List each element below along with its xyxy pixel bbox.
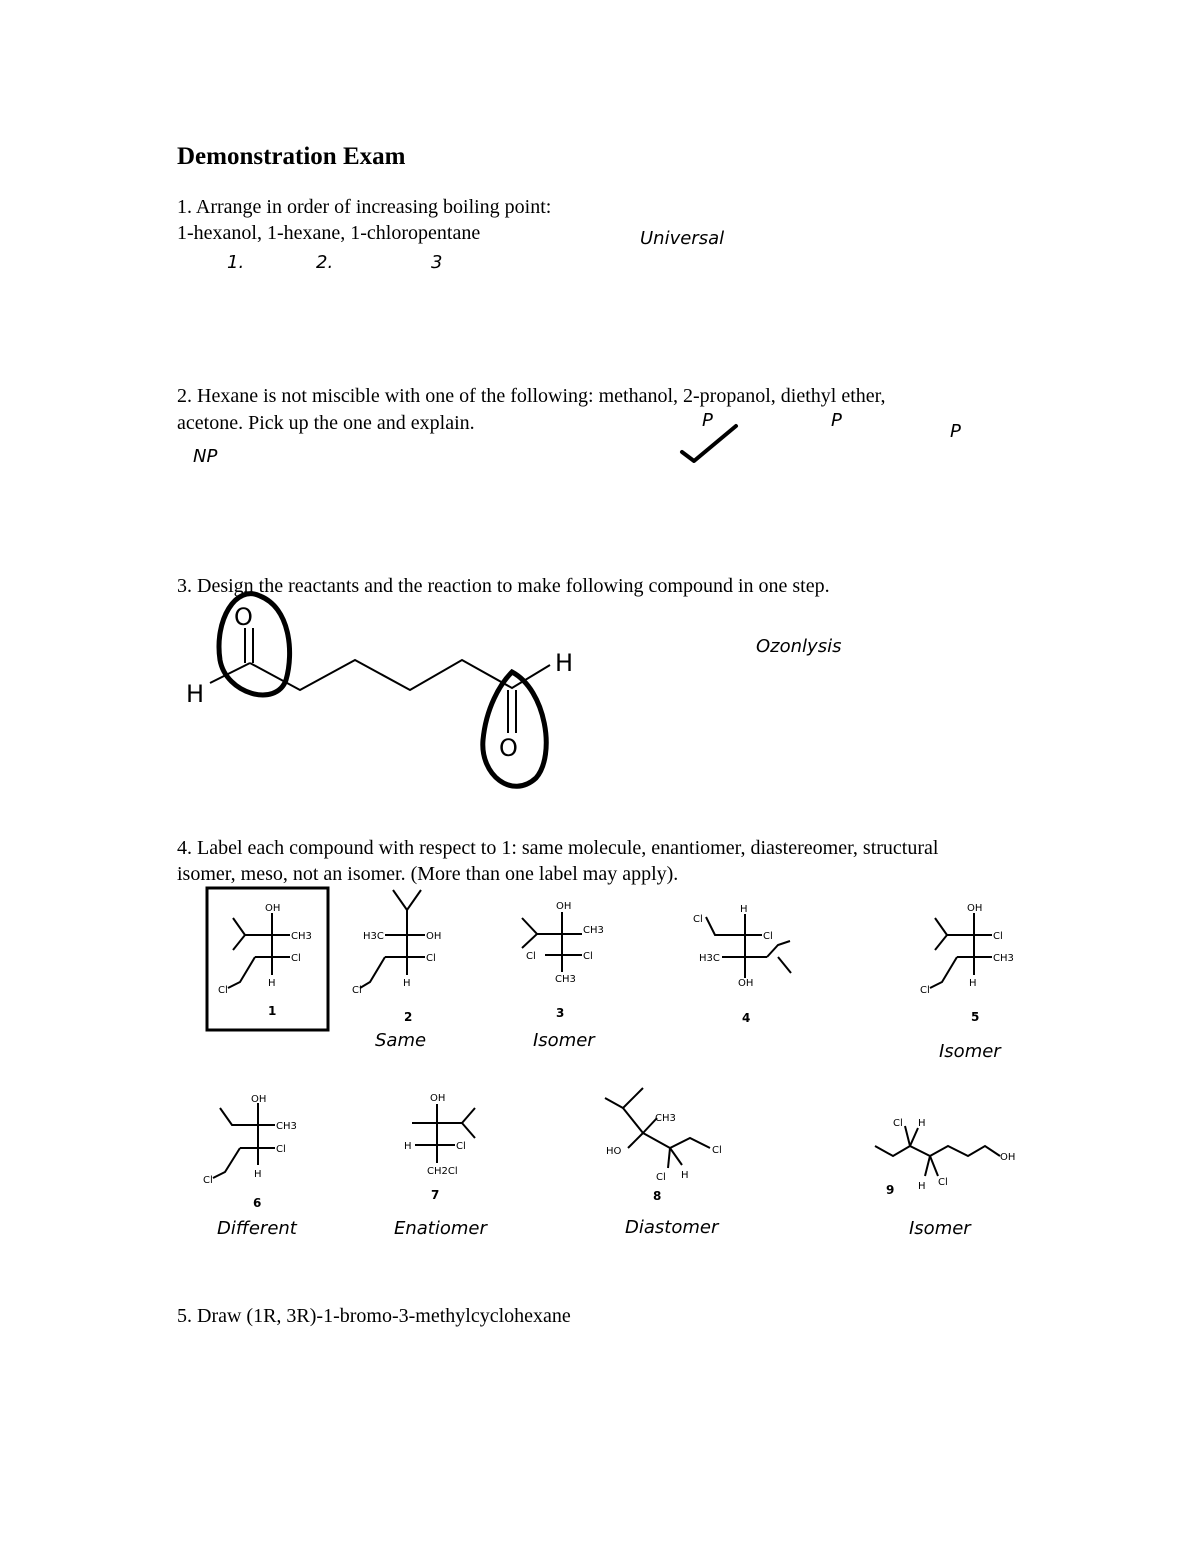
c4-cl-top: Cl: [693, 914, 703, 925]
compound-5-number: 5: [971, 1010, 980, 1024]
compound-3-number: 3: [556, 1006, 565, 1020]
c9-cl-top: Cl: [893, 1118, 903, 1129]
c8-cl-bottom: Cl: [656, 1172, 666, 1183]
q2-p-mark-1: P: [702, 410, 713, 431]
c8-h: H: [681, 1170, 689, 1181]
c9-h-bottom: H: [918, 1181, 926, 1192]
c4-oh: OH: [738, 978, 754, 989]
q4-line2: isomer, meso, not an isomer. (More than one label may apply).: [177, 863, 679, 885]
checkmark-icon: [682, 426, 736, 461]
q5-text: 5. Draw (1R, 3R)-1-bromo-3-methylcyclohexane: [177, 1305, 571, 1327]
q4-answer-5: Isomer: [939, 1041, 1001, 1062]
c6-h: H: [254, 1169, 262, 1180]
compound-2-number: 2: [404, 1010, 413, 1024]
compound-8-number: 8: [653, 1189, 662, 1203]
q3-text: 3. Design the reactants and the reaction to make following compound in one step.: [177, 575, 830, 597]
compound-6-number: 6: [253, 1196, 262, 1210]
c5-h: H: [969, 978, 977, 989]
q3-atom-o-bottom: O: [499, 734, 518, 762]
c7-ch2cl: CH2Cl: [427, 1166, 458, 1177]
c3-cl-right: Cl: [583, 951, 593, 962]
q1-answer-word: Universal: [640, 228, 725, 249]
c1-oh: OH: [265, 903, 281, 914]
compound-9-number: 9: [886, 1183, 895, 1197]
compound-7-number: 7: [431, 1188, 440, 1202]
q2-np-mark: NP: [193, 446, 218, 467]
compound-4-number: 4: [742, 1011, 751, 1025]
c8-ho: HO: [606, 1146, 622, 1157]
compound-1-number: 1: [268, 1004, 277, 1018]
circle-mark-bottom: [483, 672, 546, 786]
c6-cl-right: Cl: [276, 1144, 286, 1155]
c9-oh: OH: [1000, 1152, 1016, 1163]
c4-cl-right: Cl: [763, 931, 773, 942]
c3-cl-left: Cl: [526, 951, 536, 962]
c2-h3c: H3C: [363, 931, 384, 942]
q4-answer-6: Different: [217, 1218, 297, 1239]
compound-3-structure: [522, 912, 582, 972]
c1-ch3: CH3: [291, 931, 312, 942]
q1-line1: 1. Arrange in order of increasing boiling point:: [177, 196, 552, 218]
q1-order-2: 2.: [316, 252, 334, 273]
q4-answer-7: Enatiomer: [394, 1218, 487, 1239]
c5-oh: OH: [967, 903, 983, 914]
q3-atom-o-top: O: [234, 603, 253, 631]
q1-order-3: 3: [431, 252, 443, 273]
c1-cl-left: Cl: [218, 985, 228, 996]
q4-answer-8: Diastomer: [625, 1217, 719, 1238]
page-title: Demonstration Exam: [177, 143, 406, 170]
q4-answer-3: Isomer: [533, 1030, 595, 1051]
q1-order-1: 1.: [227, 252, 245, 273]
c5-ch3: CH3: [993, 953, 1014, 964]
c3-oh: OH: [556, 901, 572, 912]
q4-line1: 4. Label each compound with respect to 1: same molecule, enantiomer, diastereomer, structural: [177, 837, 939, 859]
q1-line2: 1-hexanol, 1-hexane, 1-chloropentane: [177, 222, 481, 244]
c7-cl: Cl: [456, 1141, 466, 1152]
c9-cl-bottom: Cl: [938, 1177, 948, 1188]
compound-6-structure: [213, 1103, 275, 1178]
q3-atom-h-left: H: [186, 680, 205, 708]
q2-line2: acetone. Pick up the one and explain.: [177, 412, 475, 434]
c2-h: H: [403, 978, 411, 989]
c1-cl-right: Cl: [291, 953, 301, 964]
compound-1-structure: [228, 913, 290, 988]
compound-5-structure: [930, 913, 992, 988]
c2-cl-right: Cl: [426, 953, 436, 964]
c1-h: H: [268, 978, 276, 989]
c9-h-top: H: [918, 1118, 926, 1129]
c7-h: H: [404, 1141, 412, 1152]
c5-cl-right: Cl: [993, 931, 1003, 942]
compound-9-structure: [875, 1126, 1000, 1176]
c6-ch3: CH3: [276, 1121, 297, 1132]
compound-7-structure: [412, 1104, 475, 1163]
q4-answer-9: Isomer: [909, 1218, 971, 1239]
c3-ch3-right: CH3: [583, 925, 604, 936]
q2-line1: 2. Hexane is not miscible with one of the following: methanol, 2-propanol, diethyl ether,: [177, 385, 886, 407]
q3-atom-h-right: H: [555, 649, 574, 677]
c4-h: H: [740, 904, 748, 915]
q3-answer: Ozonlysis: [756, 636, 842, 657]
c5-cl-left: Cl: [920, 985, 930, 996]
c3-ch3-bottom: CH3: [555, 974, 576, 985]
c6-oh: OH: [251, 1094, 267, 1105]
c2-oh: OH: [426, 931, 442, 942]
c8-cl-right: Cl: [712, 1145, 722, 1156]
compound-4-structure: [706, 914, 791, 978]
c6-cl-left: Cl: [203, 1175, 213, 1186]
c7-oh: OH: [430, 1093, 446, 1104]
c8-ch3: CH3: [655, 1113, 676, 1124]
c4-h3c: H3C: [699, 953, 720, 964]
q2-p-mark-3: P: [950, 421, 961, 442]
c2-cl-left: Cl: [352, 985, 362, 996]
q4-answer-2: Same: [375, 1030, 427, 1051]
q2-p-mark-2: P: [831, 410, 842, 431]
